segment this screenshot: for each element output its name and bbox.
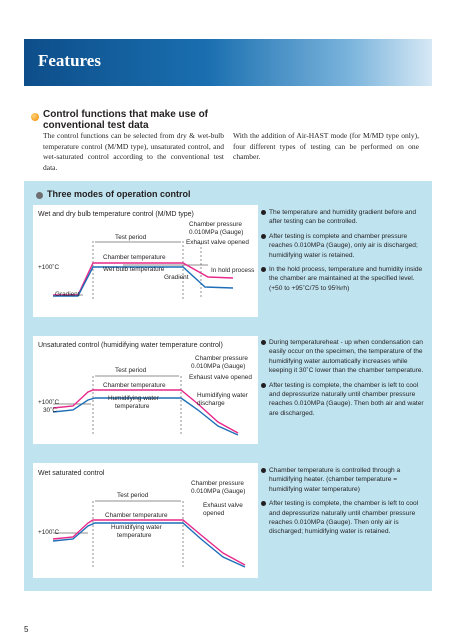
section-title-line1: Control functions that make use of — [43, 109, 209, 120]
chart3-test-period: Test period — [117, 492, 149, 499]
panel-bullet-icon — [36, 192, 43, 199]
chart3-notes — [261, 466, 426, 542]
operation-modes-panel — [24, 181, 432, 591]
note-bullet-icon — [261, 234, 266, 239]
chart2-temp-100: +100˚C — [38, 399, 60, 406]
chart1-chamber-pressure-2: 0.010MPa (Gauge) — [189, 229, 244, 236]
note-bullet-icon — [261, 468, 266, 473]
features-banner — [24, 39, 432, 86]
page-number: 5 — [24, 625, 29, 634]
chart2-note: During temperatureheat - up when condensation can easily occur on the specimen, the temperature of the humidifying water automatically increases while keeping it 30˚C lower than the chamber temperature. — [261, 338, 426, 376]
note-bullet-icon — [261, 340, 266, 345]
chart2-chamber-pressure-2: 0.010MPa (Gauge) — [191, 363, 246, 370]
chart3-humid-water-1: Humidifying water — [111, 524, 162, 531]
panel-title: Three modes of operation control — [47, 189, 191, 199]
chart1-test-period: Test period — [115, 234, 147, 241]
chart2-chamber-pressure-1: Chamber pressure — [195, 355, 248, 362]
chart2-chamber-temperature: Chamber temperature — [103, 382, 166, 389]
note-bullet-icon — [261, 501, 266, 506]
chart1-notes — [261, 208, 426, 298]
chart2-title: Unsaturated control (humidifying water temperature control) — [38, 342, 223, 349]
chart1-note: The temperature and humidity gradient before and after testing can be controlled. — [261, 208, 426, 227]
intro-paragraph-left: The control functions can be selected from dry & wet-bulb temperature control (M/MD type), unsaturated control, and wet-saturated control according to the conventional test data. — [43, 131, 224, 172]
chart2-discharge-1: Humidifying water — [197, 392, 248, 399]
chart1-wet-bulb: Wet bulb temperature — [103, 266, 165, 273]
chart2-note: After testing is complete, the chamber is left to cool and depressurize naturally until chamber pressure reaches 0.010MPa (Gauge). Then both air and water are discharged. — [261, 381, 426, 419]
section-title — [43, 109, 208, 131]
chart3-title: Wet saturated control — [38, 470, 105, 477]
chart1-temp-100: +100˚C — [38, 264, 60, 271]
chart3-chamber-pressure-1: Chamber pressure — [191, 480, 244, 487]
chart2-temp-30: 30˚C — [43, 407, 57, 414]
chart1-title: Wet and dry bulb temperature control (M/MD type) — [38, 211, 194, 218]
chart-dry-wet-bulb — [33, 205, 258, 317]
chart-wet-saturated — [33, 463, 258, 578]
banner-title: Features — [38, 51, 101, 70]
note-bullet-icon — [261, 210, 266, 215]
note-bullet-icon — [261, 383, 266, 388]
chart1-chamber-temperature: Chamber temperature — [103, 254, 166, 261]
chart2-discharge-2: discharge — [197, 400, 225, 407]
chart3-chamber-pressure-2: 0.010MPa (Gauge) — [191, 488, 246, 495]
chart3-temp-100: +100˚C — [38, 529, 60, 536]
chart3-exhaust-valve-2: opened — [203, 510, 225, 517]
chart3-note: After testing is complete, the chamber is left to cool and depressurize naturally until chamber pressure reaches 0.010MPa (Gauge). Then only air is discharged; humidifying water is retained. — [261, 499, 426, 537]
section-bullet-icon — [31, 113, 39, 121]
chart2-notes — [261, 338, 426, 423]
chart1-note: After testing is complete and chamber pressure reaches 0.010MPa (Gauge), only air is discharged; humidifying water is retained. — [261, 232, 426, 260]
chart2-test-period: Test period — [115, 367, 147, 374]
chart1-gradient-left: Gradient — [55, 291, 80, 298]
chart2-humid-water-2: temperature — [115, 403, 150, 410]
intro-paragraph-right: With the addition of Air-HAST mode (for M/MD type only), four different types of testing can be performed on one chamber. — [233, 131, 419, 161]
chart1-chamber-pressure-1: Chamber pressure — [189, 221, 242, 228]
chart3-exhaust-valve-1: Exhaust valve — [203, 502, 243, 509]
chart2-humid-water-1: Humidifying water — [108, 395, 159, 402]
chart1-note: In the hold process, temperature and humidity inside the chamber are maintained at the specified level. (+50 to +95˚C/75 to 95%rh) — [261, 265, 426, 293]
chart1-exhaust-valve: Exhaust valve opened — [186, 239, 249, 246]
note-bullet-icon — [261, 267, 266, 272]
chart2-exhaust-valve: Exhaust valve opened — [189, 374, 252, 381]
chart3-humid-water-2: temperature — [117, 532, 152, 539]
chart3-chamber-temperature: Chamber temperature — [105, 512, 168, 519]
section-title-line2: conventional test data — [43, 120, 149, 131]
chart1-hold-process: In hold process — [211, 267, 255, 274]
chart1-gradient-right: Gradient — [164, 274, 189, 281]
chart-unsaturated — [33, 336, 258, 444]
chart3-note: Chamber temperature is controlled through a humidifying heater. (chamber temperature = humidifying water temperature) — [261, 466, 426, 494]
